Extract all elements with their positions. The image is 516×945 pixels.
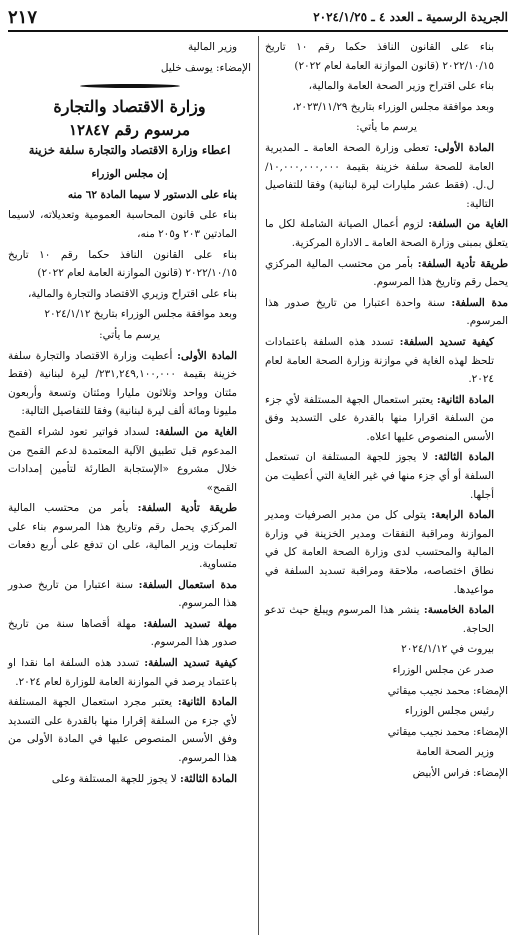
article-text: لا يجوز للجهة المستلفة وعلى [51,772,177,785]
clause-term [8,615,251,652]
paragraph: يرسم ما يأتي: [356,121,417,134]
clause-payment [8,499,251,573]
signature-name: الإمضاء: محمد نجيب ميقاتي [387,725,508,738]
article-text: يعتبر استعمال الجهة المستلفة لأي جزء من السلفة اقرارا منها بالقدرة على التسديد وفق الأسس المنصوص عليها اعلاه. [265,393,494,443]
article-2 [265,391,508,447]
constitution-clause: بناء على الدستور لا سيما المادة ٦٢ منه [67,188,237,201]
right-column [265,38,508,785]
article-text: لا يجوز للجهة المستلفة ان تستعمل السلفة أو أي جزء منها في غير الغاية التي أعطيت من أجلها. [265,451,494,501]
column-divider [258,36,259,935]
article-label: المادة الأولى: [433,141,494,154]
clause-label: طريقة تأدية السلفة: [137,502,237,515]
article-label: المادة الرابعة: [431,509,494,522]
article-3 [265,448,508,504]
signature-title: وزير الصحة العامة [416,746,494,759]
clause-goal [265,215,508,252]
clause-label: كيفية تسديد السلفة: [399,335,494,348]
article-1 [8,347,251,421]
paragraph: بناء على اقتراح وزير الصحة العامة والمالية، [308,80,494,93]
paragraph: يرسم ما يأتي: [99,328,160,341]
article-label: المادة الثانية: [177,696,237,709]
signature-title: رئيس مجلس الوزراء [404,705,494,718]
decree-number: مرسوم رقم ١٢٨٤٧ [68,121,191,140]
journal-title: الجريدة الرسمية ـ العدد ٤ ـ ٢٠٢٤/١/٢٥ [313,10,508,24]
decree-description: اعطاء وزارة الاقتصاد والتجارة سلفة خزينة [28,143,231,158]
clause-label: مدة استعمال السلفة: [138,578,237,591]
article-label: المادة الثالثة: [180,772,237,785]
paragraph: بناء على اقتراح وزيري الاقتصاد والتجارة والمالية، [27,287,237,300]
signature-name: الإمضاء: فراس الأبيض [412,766,508,779]
signature-title: وزير المالية [187,41,237,53]
paragraph: بناء على قانون المحاسبة العمومية وتعديلاته، لاسيما المادتين ٢٠٣ و٢٠٥ منه، [8,209,237,240]
signature-title: صدر عن مجلس الوزراء [392,664,494,676]
clause-text: سنة اعتبارا من تاريخ صدور هذا المرسوم. [8,578,237,610]
paragraph: بناء على القانون النافذ حكما رقم ١٠ تاريخ ٢٠٢٢/١٠/١٥ (قانون الموازنة العامة لعام ٢٠٢٢) [265,41,494,72]
article-4 [265,506,508,599]
clause-text: مهلة أقصاها سنة من تاريخ صدور هذا المرسوم. [8,617,237,649]
clause-goal [8,423,251,497]
clause-text: سنة واحدة اعتبارا من تاريخ صدور هذا المرسوم. [265,296,508,328]
article-text: أعطيت وزارة الاقتصاد والتجارة سلفة خزينة بقيمة ٢٣١,٢٤٩,١٠٠,٠٠٠/ ليرة لبنانية (فقط مئتان وواحد وثلاثون مليارا ومئتان وتسعة وأربعون مليونا ومائة ألف ليرة لبنانية) وفقا للتفاصيل التالية: [8,349,237,418]
article-2 [8,693,251,767]
clause-repayment [8,654,251,691]
left-column [8,38,251,790]
clause-use [8,576,251,613]
page-number: ٢١٧ [8,6,38,28]
clause-label: الغاية من السلفة: [428,218,508,231]
paragraph: وبعد موافقة مجلس الوزراء بتاريخ ٢٠٢٣/١١/٢٩، [292,100,494,113]
clause-text: تسدد هذه السلفة اما نقدا او باعتماد يرصد في الموازنة العامة للوزارة لعام ٢٠٢٤. [8,657,237,688]
clause-label: كيفية تسديد السلفة: [144,657,237,670]
place-date: بيروت في ٢٠٢٤/١/١٢ [401,643,494,656]
signature-name: الإمضاء: يوسف خليل [160,61,251,74]
header-rule [8,30,508,32]
section-ornament [8,81,251,91]
article-label: المادة الثانية: [436,393,495,406]
article-1 [265,139,508,213]
clause-label: مدة السلفة: [451,296,508,309]
paragraph: وبعد موافقة مجلس الوزراء بتاريخ ٢٠٢٤/١/١٢ [44,308,237,321]
article-label: المادة الثالثة: [434,451,494,464]
clause-label: الغاية من السلفة: [155,425,237,438]
clause-repayment [265,333,508,389]
clause-text: بأمر من محتسب المالية المركزي يحمل رقم وتاريخ هذا المرسوم. [265,257,508,289]
article-text: يعتبر مجرد استعمال الجهة المستلفة لأي جزء من السلفة إقرارا منها بالقدرة على التسديد وفق الأسس المنصوص عليها في المادة الأولى من هذا المرسوم. [8,696,237,764]
council-heading: إن مجلس الوزراء [91,168,168,181]
clause-text: تسدد هذه السلفة باعتمادات تلحظ لهذه الغاية في موازنة وزارة الصحة العامة لعام ٢٠٢٤. [265,335,494,386]
article-text: تعطى وزارة الصحة العامة ـ المديرية العامة للصحة سلفة خزينة بقيمة ١٠,٠٠٠,٠٠٠,٠٠٠/ل.ل. (فقط عشر مليارات ليرة لبنانية) وفقا للتفاصيل التالية: [265,141,494,210]
clause-label: طريقة تأدية السلفة: [417,257,508,270]
clause-label: مهلة تسديد السلفة: [143,617,237,630]
paragraph: بناء على القانون النافذ حكما رقم ١٠ تاريخ ٢٠٢٢/١٠/١٥ (قانون الموازنة العامة لعام ٢٠٢٢) [8,248,237,280]
article-5 [265,601,508,638]
article-label: المادة الأولى: [177,349,237,362]
article-text: يتولى كل من مدير الصرفيات ومدير الموازنة ومراقبة النفقات ومدير الخزينة في وزارة المالية والمحتسب لدى وزارة الصحة العامة كل في نطاق اختصاصه، ملاحقة ومراقبة تسديد السلفة في مواعيدها. [265,509,494,596]
ministry-title: وزارة الاقتصاد والتجارة [53,97,206,117]
clause-text: لزوم أعمال الصيانة الشاملة لكل ما يتعلق بمبنى وزارة الصحة العامة ـ الادارة المركزية. [265,218,508,249]
clause-payment [265,255,508,292]
article-text: ينشر هذا المرسوم ويبلغ حيث تدعو الحاجة. [265,604,494,635]
clause-text: بأمر من محتسب المالية المركزي يحمل رقم وتاريخ هذا المرسوم بناء على تعليمات وزير المالية، على ان تدفع على أربع دفعات متساوية. [8,502,237,571]
clause-text: لسداد فواتير تعود لشراء القمح المدعوم قبل تطبيق الآلية المعتمدة لدعم القمح من خلال مشروع «الإستجابة الطارئة لتأمين إمدادات القمح» [8,425,237,494]
signature-name: الإمضاء: محمد نجيب ميقاتي [387,684,508,697]
clause-duration [265,294,508,331]
article-label: المادة الخامسة: [423,604,494,617]
signatures [265,640,508,782]
article-3 [8,770,251,789]
page-header [8,6,508,28]
